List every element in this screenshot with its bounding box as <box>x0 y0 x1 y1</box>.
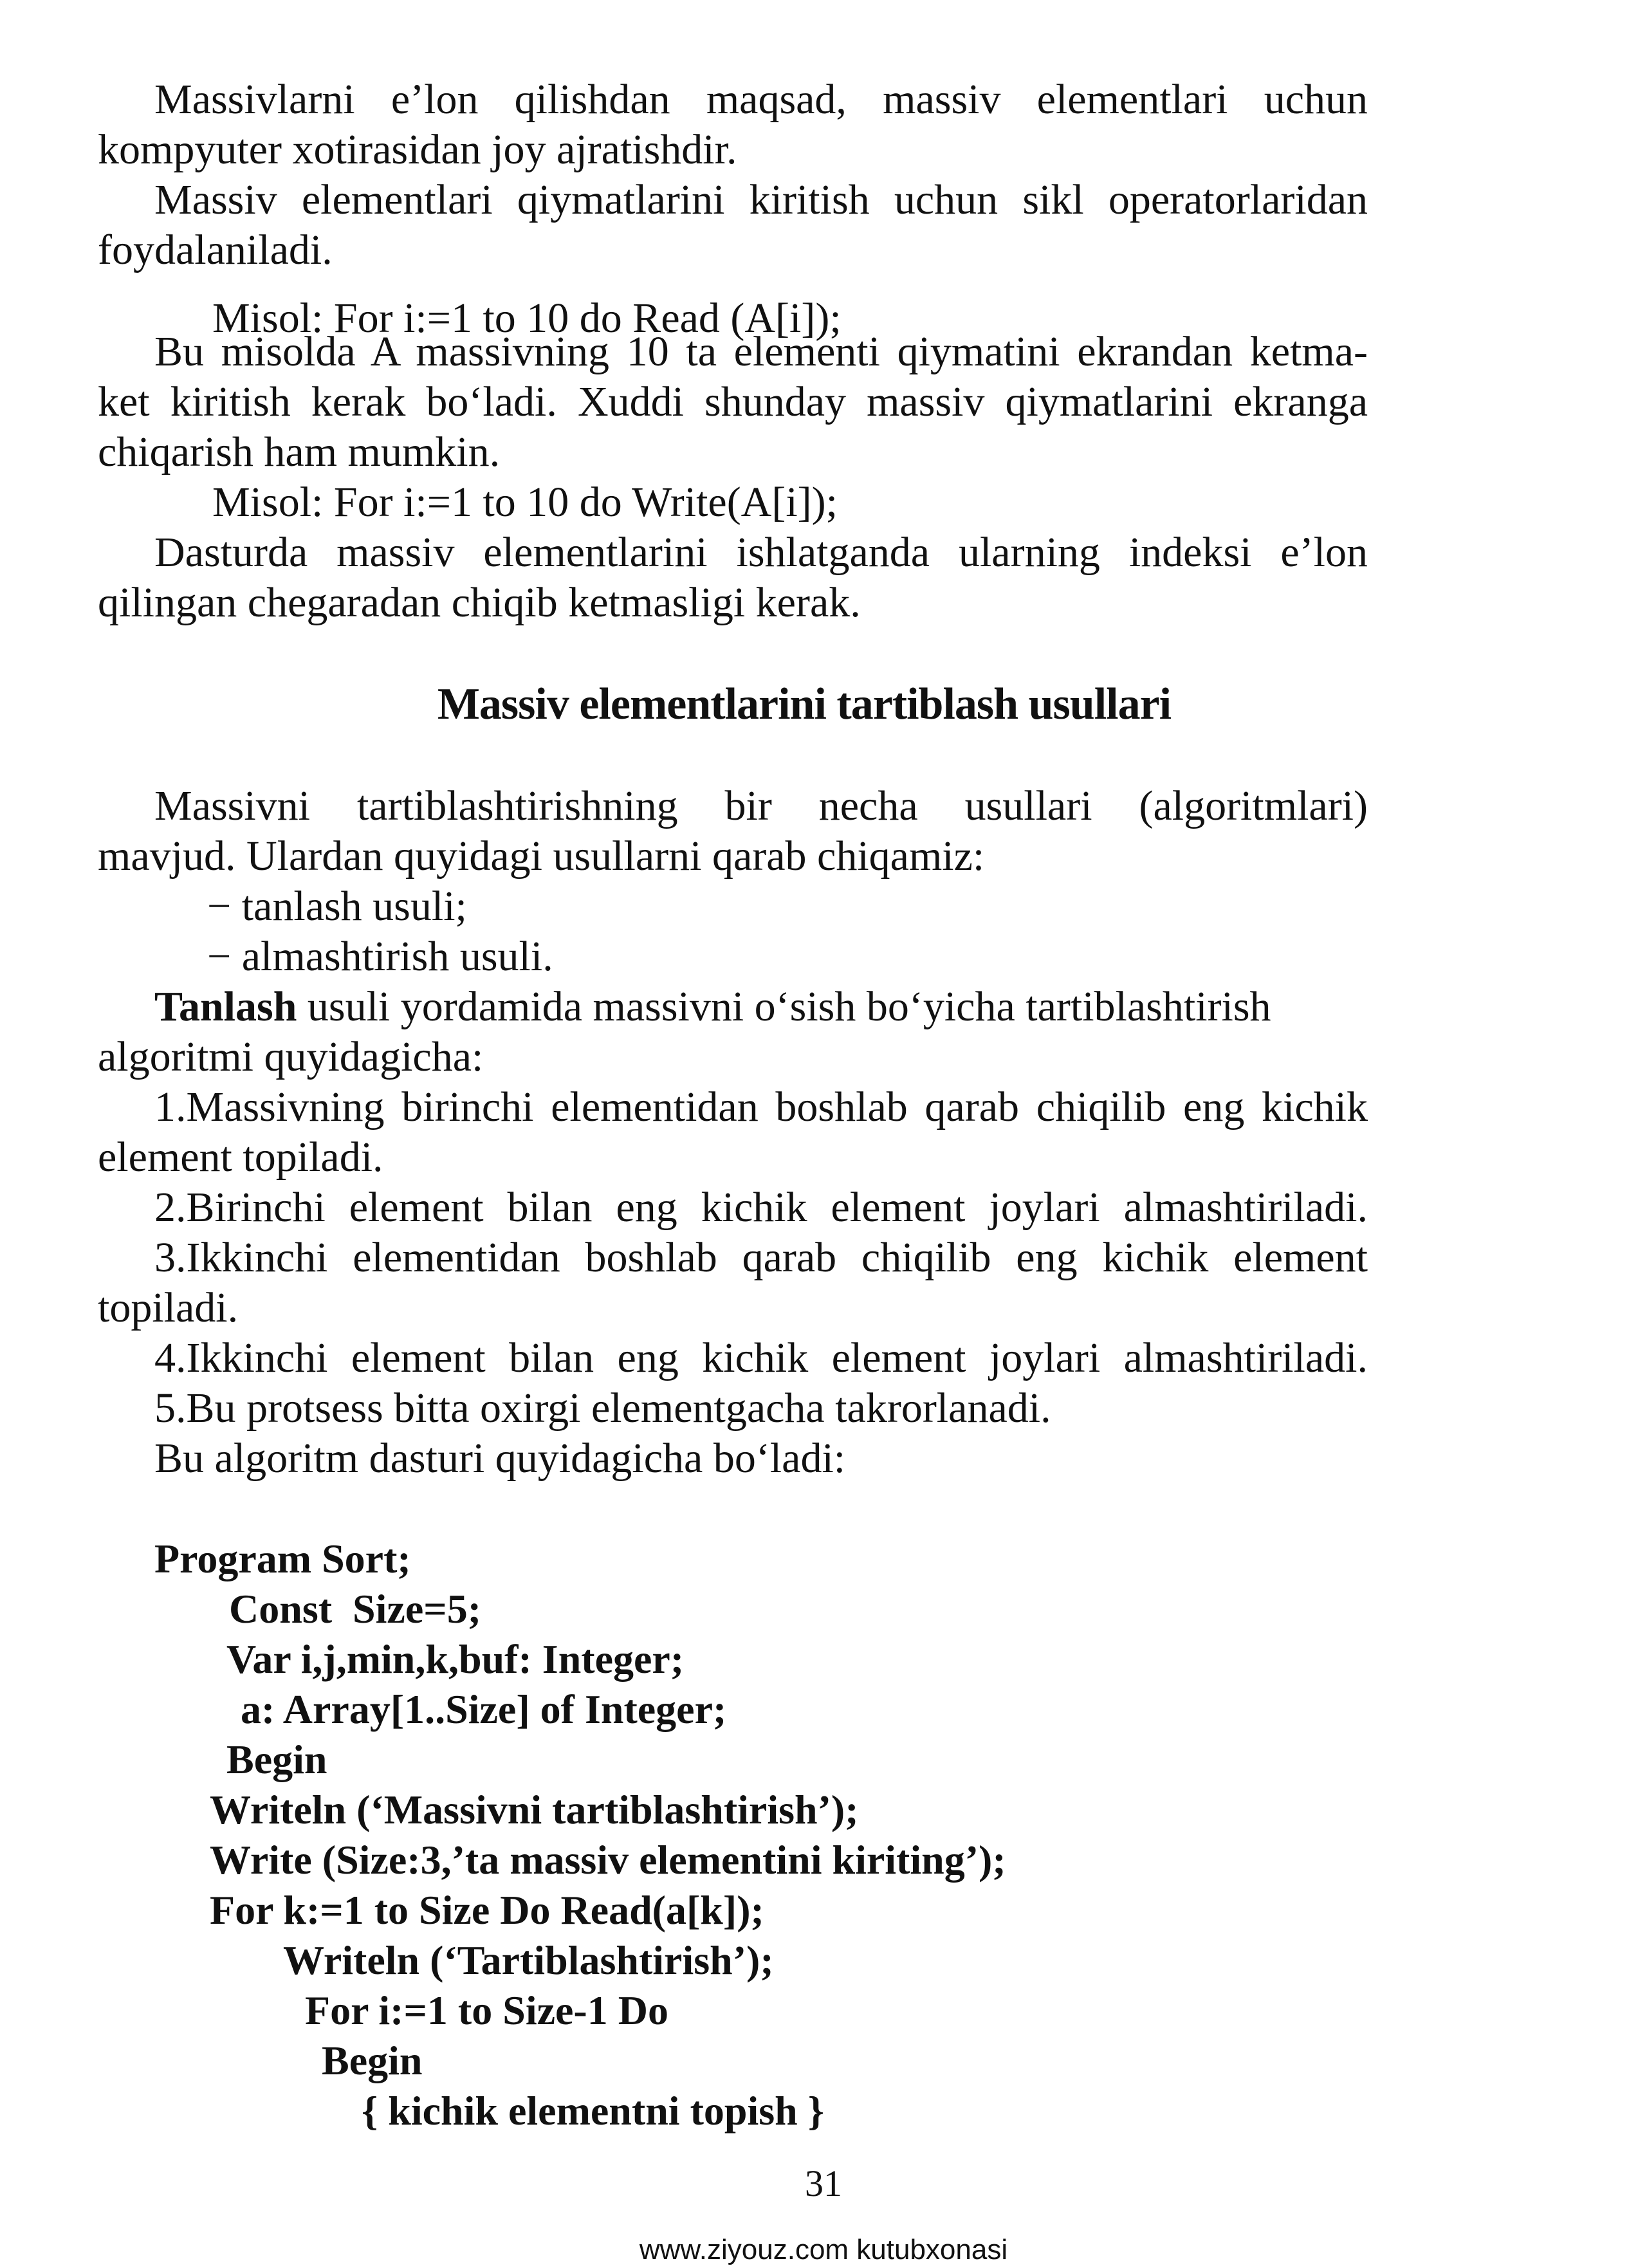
paragraph-line: foydalaniladi. <box>98 226 333 273</box>
code-line: Write (Size:3,’ta massiv elementini kiriting’); <box>210 1837 1006 1883</box>
example-code-line: Misol: For i:=1 to 10 do Read (A[i]); <box>212 295 842 342</box>
page-number: 31 <box>805 2162 842 2204</box>
example-code-line: Misol: For i:=1 to 10 do Write(A[i]); <box>212 479 838 526</box>
list-item: 4.Ikkinchi element bilan eng kichik element joylari almashtiriladi. <box>154 1334 1368 1381</box>
list-item: 5.Bu protsess bitta oxirgi elementgacha takrorlanadi. <box>154 1385 1051 1432</box>
code-line: Writeln (‘Massivni tartiblashtirish’); <box>210 1787 859 1832</box>
paragraph-line: Massivni tartiblashtirishning bir necha usullari (algoritmlari) <box>154 782 1368 829</box>
list-item: element topiladi. <box>98 1134 383 1181</box>
list-item: 2.Birinchi element bilan eng kichik element joylari almashtiriladi. <box>154 1184 1368 1231</box>
paragraph-line: mavjud. Ulardan quyidagi usullarni qarab chiqamiz: <box>98 833 985 880</box>
code-line: Begin <box>226 1737 327 1782</box>
code-line: For k:=1 to Size Do Read(a[k]); <box>210 1887 764 1933</box>
paragraph-line: Bu algoritm dasturi quyidagicha bo‘ladi: <box>154 1435 846 1482</box>
code-line: Writeln (‘Tartiblashtirish’); <box>283 1937 774 1983</box>
list-item: 1.Massivning birinchi elementidan boshlab qarab chiqilib eng kichik <box>154 1083 1368 1130</box>
bold-term: Tanlash <box>154 983 297 1030</box>
paragraph-line: Bu misolda A massivning 10 ta elementi qiymatini ekrandan ketma- <box>154 328 1368 375</box>
code-line: Begin <box>322 2038 423 2083</box>
paragraph-line: kompyuter xotirasidan joy ajratishdir. <box>98 126 737 173</box>
code-line: { kichik elementni topish } <box>362 2088 824 2134</box>
list-item: − tanlash usuli; <box>207 883 467 930</box>
paragraph-line: Massivlarni e’lon qilishdan maqsad, massiv elementlari uchun <box>154 76 1368 123</box>
paragraph-line: algoritmi quyidagicha: <box>98 1033 484 1080</box>
paragraph-line: Massiv elementlari qiymatlarini kiritish uchun sikl operatorlaridan <box>154 176 1368 223</box>
list-item: topiladi. <box>98 1284 239 1331</box>
list-item: − almashtirish usuli. <box>207 933 553 980</box>
section-heading: Massiv elementlarini tartiblash usullari <box>437 679 1172 729</box>
paragraph-line <box>154 982 1368 1032</box>
paragraph-text: usuli yordamida massivni o‘sish bo‘yicha tartiblashtirish <box>297 983 1271 1030</box>
code-line: a: Array[1..Size] of Integer; <box>241 1686 727 1732</box>
footer-text: www.ziyouz.com kutubxonasi <box>639 2234 1008 2265</box>
code-line: Var i,j,min,k,buf: Integer; <box>226 1636 685 1682</box>
paragraph-line: ket kiritish kerak bo‘ladi. Xuddi shunday massiv qiymatlarini ekranga <box>98 378 1368 425</box>
paragraph-line: qilingan chegaradan chiqib ketmasligi kerak. <box>98 579 861 626</box>
code-line: For i:=1 to Size-1 Do <box>305 1987 668 2033</box>
paragraph-line: chiqarish ham mumkin. <box>98 429 501 475</box>
code-line: Program Sort; <box>154 1536 411 1581</box>
code-line: Const Size=5; <box>229 1586 481 1632</box>
paragraph-line: Dasturda massiv elementlarini ishlatganda ularning indeksi e’lon <box>154 529 1368 576</box>
list-item: 3.Ikkinchi elementidan boshlab qarab chiqilib eng kichik element <box>154 1234 1368 1281</box>
